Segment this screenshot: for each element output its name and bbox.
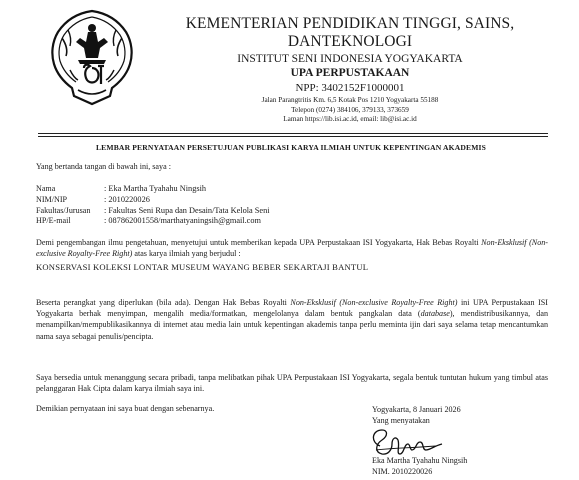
signer-nim: NIM. 2010220026 [372,467,433,476]
document-title: LEMBAR PERNYATAAN PERSETUJUAN PUBLIKASI KARYA ILMIAH UNTUK KEPENTINGAN AKADEMIS [95,143,487,152]
work-title: KONSERVASI KOLEKSI LONTAR MUSEUM WAYANG BEBER SEKARTAJI BANTUL [36,262,369,272]
closing-text: Demikian pernyataan ini saya buat dengan sebenarnya. [36,404,215,413]
field-value-faculty: : Fakultas Seni Rupa dan Desain/Tata Kelola Seni [104,206,270,215]
institute-name: INSTITUT SENI INDONESIA YOGYAKARTA [237,53,463,65]
unit-name: UPA PERPUSTAKAAN [290,67,410,79]
field-value-contact: : 087862001558/marthatyaningsih@gmail.com [104,216,261,225]
field-label-faculty: Fakultas/Jurusan [36,206,91,215]
rights-text-b: ini UPA Perpustakaan ISI Yogyakarta berhak menyimpan, mengalih media/formatkan, mengelolanya dalam bentuk pangkalan data ( [36,298,548,319]
signer-statement: Yang menyatakan [372,416,430,425]
field-value-name: : Eka Martha Tyahahu Ningsih [104,184,207,193]
consent-paragraph [36,237,548,259]
field-value-nim: : 2010220026 [104,195,150,204]
consent-text-b: atas karya ilmiah yang berjudul : [132,249,241,259]
rights-text-italic: Non-Eksklusif (Non-exclusive Royalty-Free Right) [290,298,458,307]
handwritten-signature-icon [366,424,446,460]
header-rule-thick [38,133,548,134]
isi-yogyakarta-emblem-icon [48,8,136,108]
signer-name: Eka Martha Tyahahu Ningsih [372,456,468,465]
rights-text-database: database [420,309,450,319]
field-label-name: Nama [36,184,56,193]
phone-line: Telepon (0274) 384106, 379133, 373659 [291,106,409,114]
rights-text-c: ), mendistribusikannya, dan menampilkan/mempublikasikannya di internet atau media lain untuk kepentingan akademis tanpa perlu meminta ijin dari saya selama tetap mencantumkan nama saya sebagai penulis/pencipta. [36,309,548,341]
liability-paragraph: Saya bersedia untuk menanggung secara pribadi, tanpa melibatkan pihak UPA Perpustakaan ISI Yogyakarta, segala bentuk tuntutan hukum yang timbul atas pelanggaran Hak Cipta dalam karya ilmiah saya ini. [36,373,548,394]
consent-text-a: Demi pengembangan ilmu pengetahuan, menyetujui untuk memberikan kepada UPA Perpustakaan ISI Yogyakarta, Hak Bebas Royalti [36,238,482,247]
npp-number: NPP: 3402152F1000001 [295,82,405,94]
place-date: Yogyakarta, 8 Januari 2026 [372,405,461,414]
header-rule-thin [38,136,548,137]
consent-text-italic: Non-Eksklusif (Non-exclusive Royalty-Free Right) [36,238,548,259]
rights-text-a: Beserta perangkat yang diperlukan (bila ada). Dengan Hak Bebas Royalti [36,298,291,307]
ministry-title-line2: DANTEKNOLOGI [287,33,413,50]
intro-text: Yang bertanda tangan di bawah ini, saya : [36,162,171,171]
web-email-line: Laman https://lib.isi.ac.id, email: lib@isi.ac.id [283,115,417,123]
address-line: Jalan Parangtritis Km. 6,5 Kotak Pos 1210 Yogyakarta 55188 [261,96,439,104]
field-label-nim: NIM/NIP [36,195,68,204]
field-label-contact: HP/E-mail [36,216,71,225]
ministry-title-line1: KEMENTERIAN PENDIDIKAN TINGGI, SAINS, [185,15,515,32]
rights-paragraph [36,297,548,342]
